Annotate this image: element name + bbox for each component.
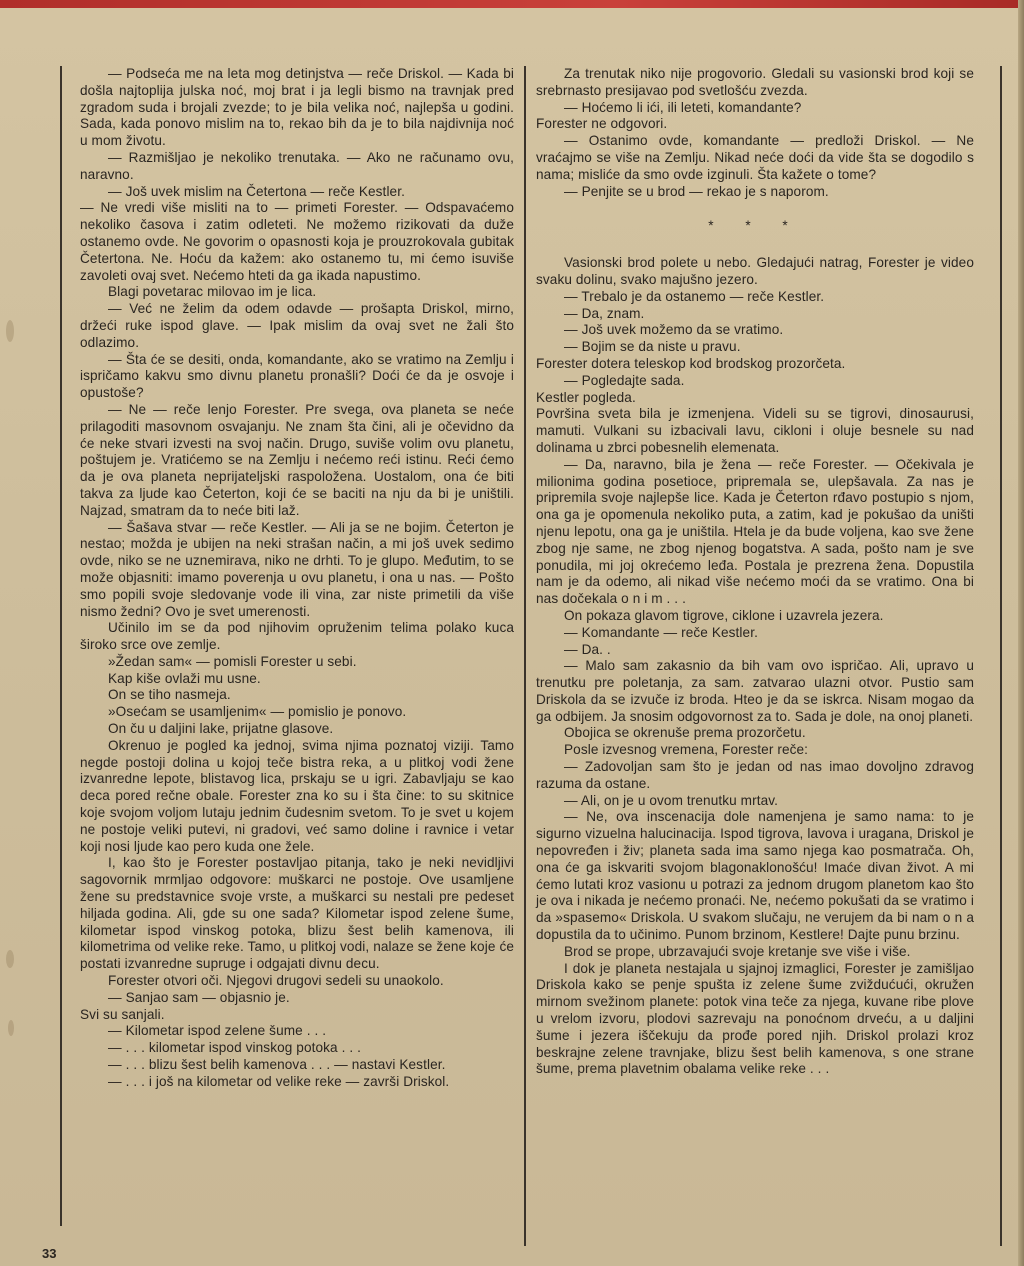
paragraph: »Osećam se usamljenim« — pomislio je ponovo. [108,704,407,720]
paragraph: I, kao što je Forester postavljao pitanja, tako je neki nevidljivi sagovornik mrmljao odgovore: muškarci ne postoje. Ove usamljene žene su predstavnice svoje vrste, a muškarci su nestali pre pedeset hiljada godina. Ali, gde su one sada? Kilometar ispod zelene šume, kilometar ispod vinskog potoka, blizu šest belih kamenova, ili kilometrima od velike reke. Tamo, u plitkoj vodi, nalaze se žene koje će postati izvanredne supruge i odgajati divnu decu. [80,855,514,972]
paragraph: — Da, naravno, bila je žena — reče Forester. — Očekivala je milionima godina posetioce, pripremala se, ulepšavala. Za nas je pripremila svoje najlepše lice. Kada je Četerton rđavo postupio s njom, ona ga je opomenula nekoliko puta, a zatim, kad je pokušao da uništi njenu lepotu, ona ga je uništila. Htela je da bude voljena, kao sve žene zbog nje same, ne zbog njenog bogatstva. A sada, pošto nam je sve ponudila, mi joj okrećemo leđa. Postala je prezrena žena. Dopustila nam je da odemo, ali nikad više nećemo moći da se vratimo. Ona bi nas dočekala o n i m . . . [536,456,974,607]
paragraph: Forester ne odgovori. [536,116,668,132]
paragraph: »Žedan sam« — pomisli Forester u sebi. [108,653,357,669]
paragraph: — Još uvek mislim na Četertona — reče Kestler. [108,183,405,199]
right-text-column [536,66,974,1078]
paragraph: Površina sveta bila je izmenjena. Videli su se tigrovi, dinosaurusi, mamuti. Vulkani su izbacivali lavu, cikloni i oluje besnele su nad dolinama u zbrci pobesnelih elemenata. [536,406,974,455]
paragraph: — Malo sam zakasnio da bih vam ovo ispričao. Ali, upravo u trenutku pre poletanja, za sam. zatvarao ulazni otvor. Pustio sam Driskola da se izvuče iz broda. Hteo je da se iskrca. Nisam mogao da ga odbijem. Ja snosim odgovornost za to. Sada je dole, na onoj planeti. [536,658,974,724]
paragraph: — Ostanimo ovde, komandante — predloži Driskol. — Ne vraćajmo se više na Zemlju. Nikad neće doći da vide šta se dogodilo s nama; misliće da smo ovde izginuli. Šta kažete o tome? [536,133,974,182]
paragraph: Obojica se okrenuše prema prozorčetu. [564,725,806,741]
paragraph: — Sanjao sam — objasnio je. [108,989,290,1005]
left-column-rule [60,66,62,1226]
paragraph: Učinilo im se da pod njihovim opruženim telima polako kuca široko srce ove zemlje. [80,620,514,653]
paragraph: — Da. . [564,641,611,657]
paragraph: Za trenutak niko nije progovorio. Gledali su vasionski brod koji se srebrnasto presijavao pod svetlošću zvezda. [536,66,974,98]
paragraph: — Još uvek možemo da se vratimo. [564,322,784,338]
paragraph: — Ne — reče lenjo Forester. Pre svega, ova planeta se neće prilagoditi masovnom osvajanju. Ne znam šta čini, ali je očevidno da će neke stvari izvesti na svoj način. Drugo, suviše volim ovu planetu, poštujem je. Vratićemo se na Zemlju i nećemo reći istinu. Reći ćemo da je ova planeta neprijateljski raspoložena. Uostalom, ona će biti takva za ljude kao Četerton, koji će se baciti na nju da bi je uništili. Najzad, smatram da to neće biti laž. [80,401,514,518]
paragraph: — . . . i još na kilometar od velike reke — završi Driskol. [108,1073,450,1089]
center-column-rule [524,66,526,1246]
paragraph: Forester otvori oči. Njegovi drugovi sedeli su unaokolo. [108,973,444,989]
paragraph: — Bojim se da niste u pravu. [564,339,741,355]
section-separator: * * * [708,218,802,234]
paragraph: — Ne vredi više misliti na to — primeti Forester. — Odspavaćemo nekoliko časova i zatim odleteti. Ne možemo rizikovati da duže ostanemo ovde. Ne govorim o opasnosti koja je prouzrokovala gubitak Četertona. Ne. Hoću da kažem: ako ostanemo tu, mi ćemo isuviše zavoleti ovaj svet. Nećemo hteti da ga ikada napustimo. [80,200,514,283]
paragraph: Forester dotera teleskop kod brodskog prozorčeta. [536,355,846,371]
paragraph: Okrenuo je pogled ka jednoj, svima njima poznatoj viziji. Tamo negde postoji dolina u kojoj teče bistra reka, a u plitkoj vodi žene izvanredne lepote, blistavog lica, prskaju se u igri. Zabavljaju se kao deca pored rečne obale. Forester zna ko su i šta čine: to su skitnice koje svojom voljom lutaju jednim čudesnim svetom. To je svet u kojem ne postoje veliki putevi, ni gradovi, već samo doline i ravnice i vetar koji nosi ljude kao pero kuda one žele. [80,737,514,854]
paragraph: — Kilometar ispod zelene šume . . . [108,1023,327,1039]
paragraph: — . . . kilometar ispod vinskog potoka . . . [108,1040,361,1056]
paragraph: — Šašava stvar — reče Kestler. — Ali ja se ne bojim. Četerton je nestao; možda je ubijen na neki strašan način, a mi još uvek sedimo ovde, niko se ne uznemirava, niko ne drhti. To je glupo. Međutim, to se može objasniti: imamo poverenja u ovu planetu, i ona u nas. — Pošto smo popili svoje sledovanje vode ili vina, zar niste primetili da više nismo žedni? Ovo je svet umerenosti. [80,519,514,619]
paragraph: — Trebalo je da ostanemo — reče Kestler. [564,288,825,304]
print-smudge [8,1020,14,1036]
print-smudge [6,950,14,968]
paragraph: — . . . blizu šest belih kamenova . . . — nastavi Kestler. [108,1057,446,1073]
paragraph: Kestler pogleda. [536,389,636,405]
print-smudge [6,320,14,342]
page-number: 33 [42,1246,57,1261]
paragraph: — Zadovoljan sam što je jedan od nas imao dovoljno zdravog razuma da ostane. [536,759,974,791]
paragraph: — Komandante — reče Kestler. [564,624,758,640]
page-edge-shadow [1018,0,1024,1266]
paragraph: On pokaza glavom tigrove, ciklone i uzavrela jezera. [564,607,884,623]
paragraph: Posle izvesnog vremena, Forester reče: [564,742,809,758]
paragraph: — Ne, ova inscenacija dole namenjena je samo nama: to je sigurno vizuelna halucinacija. Ispod tigrova, lavova i uragana, Driskol je nepovređen i živ; planeta sada ima samo njega kao posmatrača. Oh, ona će ga iskvariti svojom blagonaklonošću! Imaće divan život. A mi ćemo lutati kroz vasionu u potrazi za jednom drugom planetom kao što je ova i nikada je nećemo pronaći. Ne, nećemo pokušati da se vratimo i da »spasemo« Driskola. U svakom slučaju, ne verujem da bi nam o n a dopustila da to učinimo. Punom brzinom, Kestlere! Dajte punu brzinu. [536,809,974,943]
paragraph: I dok je planeta nestajala u sjajnoj izmaglici, Forester je zamišljao Driskola kako se penje spušta iz zelene šume zviždućući, okružen mirnom svežinom planete: potok vina teče za njega, kuvane ribe plove u vrelom izvoru, plodovi sazrevaju na ponoćnom drveću, a u daljini šume i jezera iščekuju da prođe pored njih. Driskol prolazi kroz beskrajne zelene travnjake, blizu šest belih kamenova, s one strane šume, prema plavetnim obalama velike reke . . . [536,960,974,1077]
paragraph: Blagi povetarac milovao im je lica. [108,284,317,300]
paragraph: Svi su sanjali. [80,1006,165,1022]
paragraph: On ču u daljini lake, prijatne glasove. [108,721,334,737]
paragraph: — Pogledajte sada. [564,372,685,388]
paragraph: — Penjite se u brod — rekao je s naporom. [564,183,829,199]
paragraph: Kap kiše ovlaži mu usne. [108,670,261,686]
left-text-column [80,66,514,1091]
paragraph: Brod se prope, ubrzavajući svoje kretanje sve više i više. [564,943,911,959]
paragraph: — Već ne želim da odem odavde — prošapta Driskol, mirno, držeći ruke ispod glave. — Ipak mislim da ovaj svet ne žali što odlazimo. [80,301,514,350]
paragraph: — Šta će se desiti, onda, komandante, ako se vratimo na Zemlju i ispričamo kakvu smo divnu planetu pronašli? Doći će da je osvoje i opustoše? [80,351,514,401]
right-column-rule [1000,66,1002,1246]
paragraph: — Ali, on je u ovom trenutku mrtav. [564,792,779,808]
paragraph: — Hoćemo li ići, ili leteti, komandante? [564,99,802,115]
paragraph: — Razmišljao je nekoliko trenutaka. — Ako ne računamo ovu, naravno. [80,149,514,182]
paragraph: — Podseća me na leta mog detinjstva — reče Driskol. — Kada bi došla najtoplija julska noć, moj brat i ja legli bismo na travnjak pred zgradom suda i brojali zvezde; to je bila velika noć, najlepša u godini. Sada, kada ponovo mislim na to, rekao bih da je to bila najdivnija noć u mom životu. [80,66,514,149]
top-color-band [0,0,1024,8]
paragraph: Vasionski brod polete u nebo. Gledajući natrag, Forester je video svaku dolinu, svako majušno jezero. [536,255,974,287]
paragraph: On se tiho nasmeja. [108,687,231,703]
paragraph: — Da, znam. [564,305,645,321]
